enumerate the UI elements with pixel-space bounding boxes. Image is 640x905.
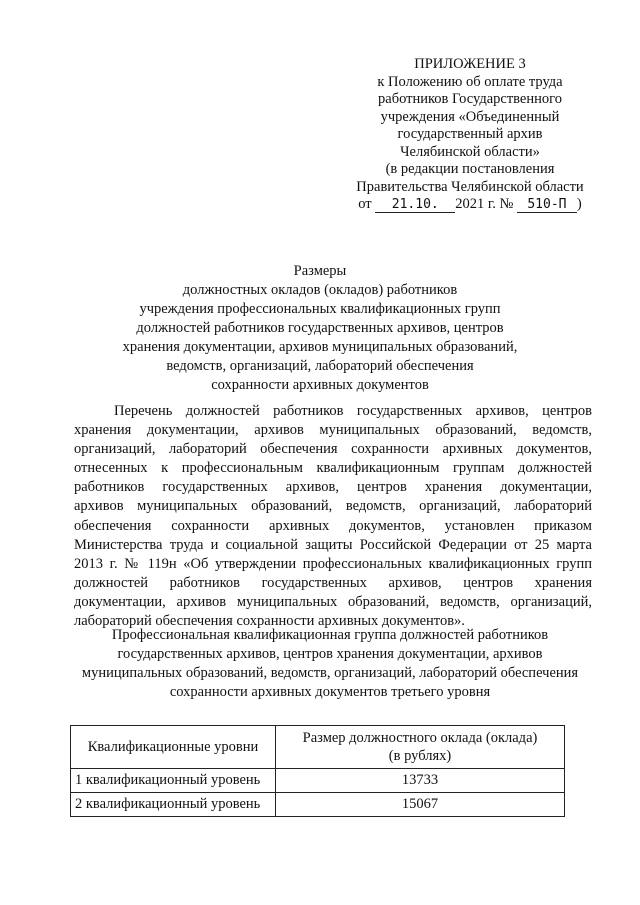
paragraph-line: обеспечения сохранности архивных документов, установлен приказом <box>74 517 592 534</box>
header-salary-unit: (в рублях) <box>388 748 452 764</box>
appendix-line: (в редакции постановления <box>385 161 555 177</box>
paragraph-line: работников государственных архивов, центров хранения документации, <box>74 479 592 496</box>
year-text: 2021 г. № <box>455 196 514 212</box>
title-line: учреждения профессиональных квалификационных групп <box>139 301 501 317</box>
header-salary-line: Размер должностного оклада (оклада) <box>302 730 538 746</box>
appendix-line: работников Государственного <box>378 91 562 107</box>
closing-paren: ) <box>576 196 582 212</box>
resolution-number: 510-П <box>517 198 577 213</box>
appendix-line: учреждения «Объединенный <box>380 108 560 125</box>
table-header-row <box>71 726 565 769</box>
paragraph-line: организаций, лабораторий обеспечения сохранности архивных документов, <box>74 441 592 458</box>
paragraph-line: отнесенных к профессиональным квалификационным группам должностей <box>74 460 592 477</box>
title-line: Размеры <box>293 263 347 279</box>
title-line: хранения документации, архивов муниципальных образований, <box>122 339 518 355</box>
title-line: должностей работников государственных архивов, центров <box>136 320 504 336</box>
salary-cell: 13733 <box>276 769 565 793</box>
body-paragraph <box>74 402 592 631</box>
table-row <box>71 793 565 817</box>
group-heading-line: сохранности архивных документов третьего уровня <box>169 684 491 700</box>
appendix-line: Челябинской области» <box>400 143 540 160</box>
paragraph-line: хранения документации, архивов муниципальных образований, ведомств, <box>74 422 592 439</box>
paragraph-line: должностей работников государственных архивов, центров хранения <box>74 574 592 591</box>
title-line: должностных окладов (окладов) работников <box>182 282 458 298</box>
paragraph-line: документации, архивов муниципальных образований, ведомств, организаций, <box>74 593 592 610</box>
appendix-date-line <box>340 196 600 214</box>
salary-cell: 15067 <box>276 793 565 817</box>
document-title <box>60 262 580 395</box>
table-row <box>71 769 565 793</box>
group-heading-line: Профессиональная квалификационная группа должностей работников <box>111 627 549 643</box>
appendix-line: государственный архив <box>397 126 543 142</box>
appendix-header <box>340 56 600 214</box>
title-line: ведомств, организаций, лабораторий обеспечения <box>166 358 474 374</box>
appendix-title: ПРИЛОЖЕНИЕ 3 <box>414 56 526 72</box>
level-cell: 1 квалификационный уровень <box>71 769 276 793</box>
date-prefix: от <box>358 196 372 212</box>
group-heading <box>60 626 600 702</box>
header-levels: Квалификационные уровни <box>71 726 276 769</box>
level-cell: 2 квалификационный уровень <box>71 793 276 817</box>
appendix-line: Правительства Челябинской области <box>356 178 584 195</box>
salary-table <box>70 725 565 817</box>
title-line: сохранности архивных документов <box>211 377 429 393</box>
appendix-line: к Положению об оплате труда <box>377 73 563 90</box>
date-value: 21.10. <box>375 198 455 213</box>
paragraph-line: 2013 г. № 119н «Об утверждении профессиональных квалификационных групп <box>74 555 592 572</box>
paragraph-line: Перечень должностей работников государственных архивов, центров <box>114 403 592 419</box>
paragraph-line: архивов муниципальных образований, ведомств, организаций, лабораторий <box>74 498 592 515</box>
header-salary <box>276 726 565 769</box>
group-heading-line: муниципальных образований, ведомств, организаций, лабораторий обеспечения <box>81 665 579 681</box>
paragraph-line: лабораторий обеспечения сохранности архивных документов». <box>74 613 465 630</box>
paragraph-line: Министерства труда и социальной защиты Российской Федерации от 25 марта <box>74 536 592 553</box>
group-heading-line: государственных архивов, центров хранения документации, архивов <box>117 646 543 662</box>
